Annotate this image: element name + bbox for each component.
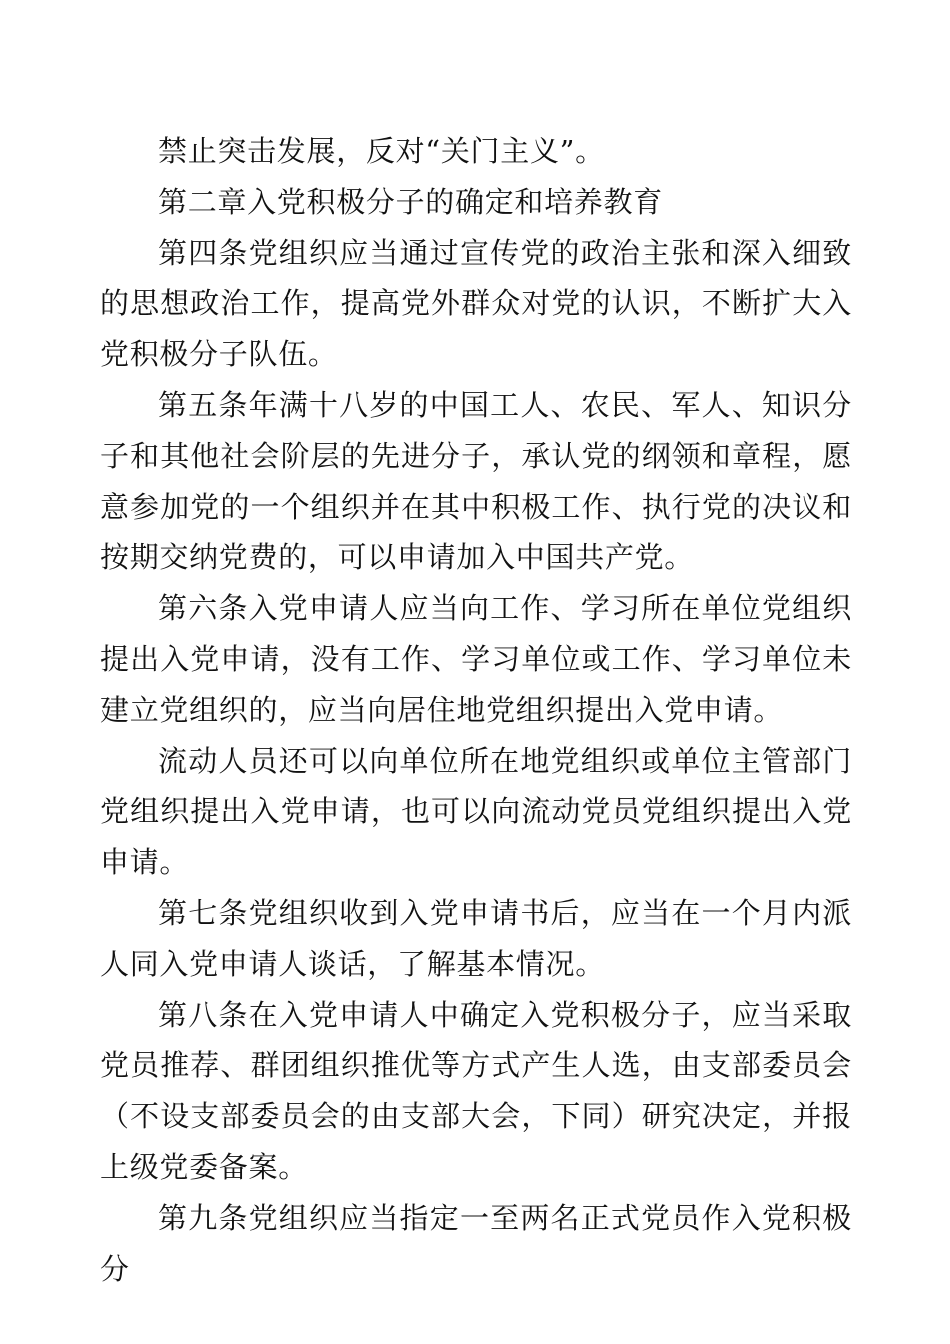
paragraph-closing-note: 禁止突击发展，反对“关门主义”。: [158, 134, 605, 168]
paragraph-article-7: 第七条党组织收到入党申请书后，应当在一个月内派人同入党申请人谈话，了解基本情况。: [100, 895, 852, 981]
chapter-heading: 第二章入党积极分子的确定和培养教育: [158, 184, 663, 219]
document-body: [100, 126, 852, 1294]
paragraph-article-8: 第八条在入党申请人中确定入党积极分子，应当采取党员推荐、群团组织推优等方式产生人选，由支部委员会（不设支部委员会的由支部大会，下同）研究决定，并报上级党委备案。: [100, 997, 852, 1184]
paragraph-article-6-cont: 流动人员还可以向单位所在地党组织或单位主管部门党组织提出入党申请，也可以向流动党员党组织提出入党申请。: [100, 743, 852, 880]
paragraph-article-5: 第五条年满十八岁的中国工人、农民、军人、知识分子和其他社会阶层的先进分子，承认党的纲领和章程，愿意参加党的一个组织并在其中积极工作、执行党的决议和按期交纳党费的，可以申请加入中国共产党。: [100, 387, 852, 575]
paragraph-article-4: 第四条党组织应当通过宣传党的政治主张和深入细致的思想政治工作，提高党外群众对党的认识，不断扩大入党积极分子队伍。: [100, 235, 852, 372]
paragraph-article-6: 第六条入党申请人应当向工作、学习所在单位党组织提出入党申请，没有工作、学习单位或工作、学习单位未建立党组织的，应当向居住地党组织提出入党申请。: [100, 591, 852, 727]
paragraph-article-9: 第九条党组织应当指定一至两名正式党员作入党积极分: [100, 1200, 852, 1286]
